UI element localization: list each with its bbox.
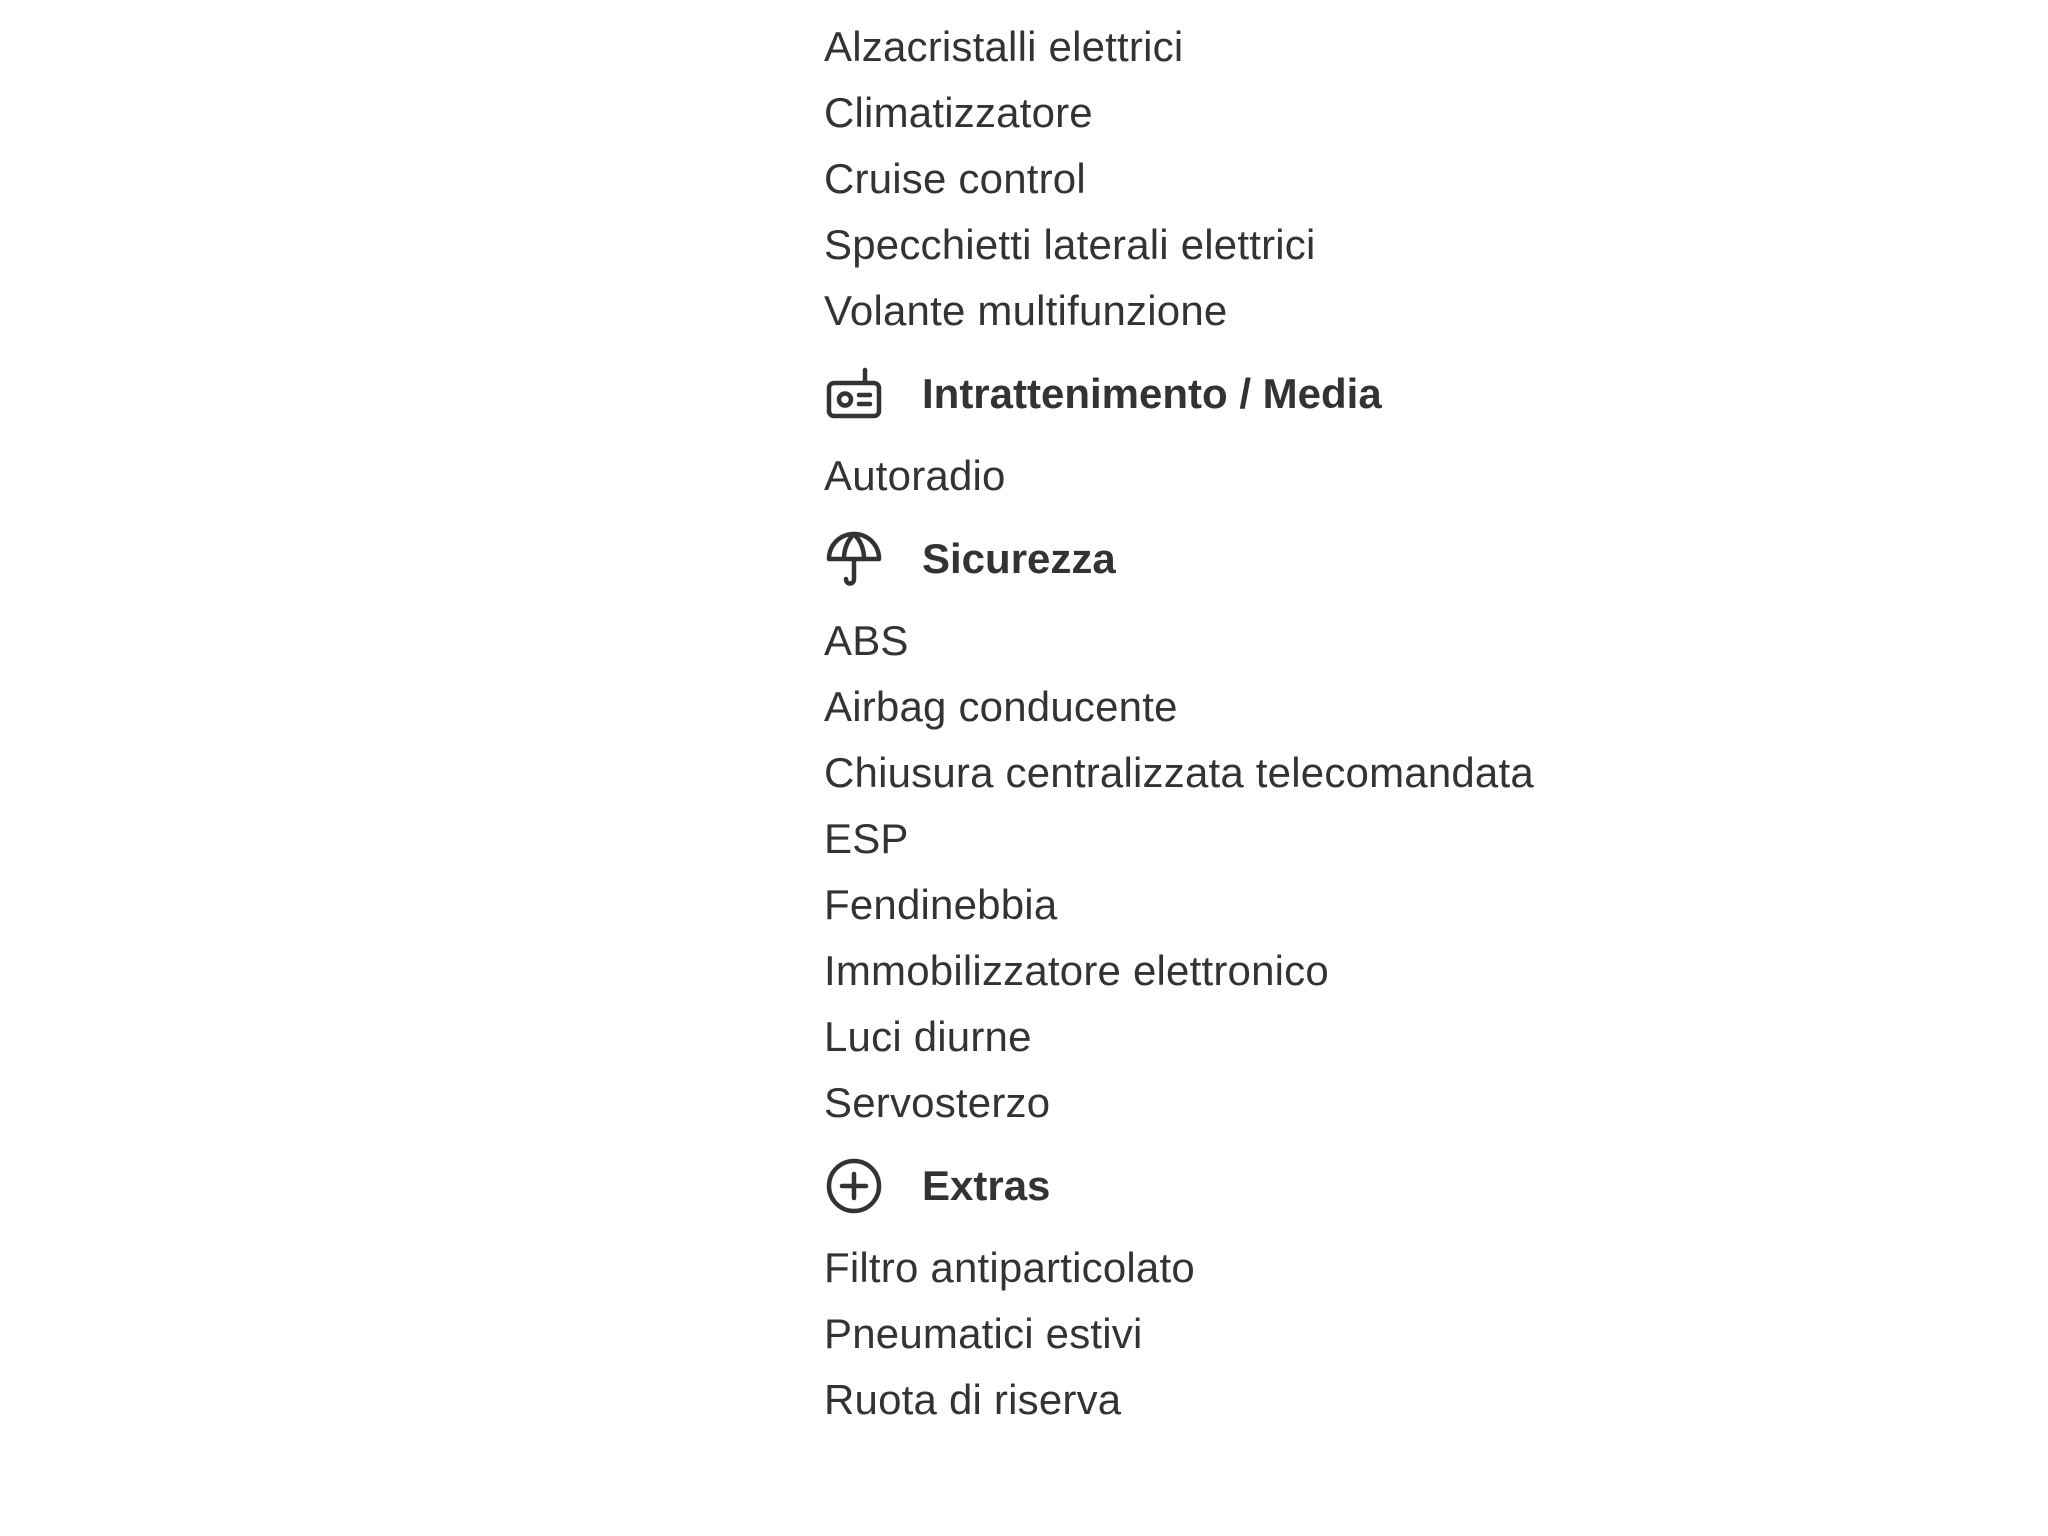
section-header-safety bbox=[824, 509, 2024, 608]
equipment-list bbox=[824, 0, 2024, 1433]
feature-item: Pneumatici estivi bbox=[824, 1310, 1143, 1357]
section-header-media bbox=[824, 344, 2024, 443]
feature-item: Volante multifunzione bbox=[824, 287, 1228, 334]
section-title: Intrattenimento / Media bbox=[922, 369, 1382, 417]
feature-item: Cruise control bbox=[824, 155, 1086, 202]
feature-item: Chiusura centralizzata telecomandata bbox=[824, 749, 1534, 796]
feature-item: Filtro antiparticolato bbox=[824, 1244, 1195, 1291]
feature-item: Ruota di riserva bbox=[824, 1376, 1122, 1423]
section-header-extras bbox=[824, 1136, 2024, 1235]
section-title: Sicurezza bbox=[922, 534, 1116, 582]
feature-item: Alzacristalli elettrici bbox=[824, 23, 1184, 70]
media-feature-list bbox=[824, 443, 2024, 509]
feature-item: ABS bbox=[824, 617, 909, 664]
feature-item: Fendinebbia bbox=[824, 881, 1058, 928]
safety-feature-list bbox=[824, 608, 2024, 1136]
feature-item: ESP bbox=[824, 815, 909, 862]
feature-item: Immobilizzatore elettronico bbox=[824, 947, 1329, 994]
comfort-feature-list bbox=[824, 14, 2024, 344]
feature-item: Luci diurne bbox=[824, 1013, 1032, 1060]
extras-feature-list bbox=[824, 1235, 2024, 1433]
plus-circle-icon bbox=[824, 1156, 884, 1216]
feature-item: Autoradio bbox=[824, 452, 1006, 499]
umbrella-icon bbox=[824, 529, 884, 589]
feature-item: Servosterzo bbox=[824, 1079, 1051, 1126]
radio-icon bbox=[824, 364, 884, 424]
feature-item: Specchietti laterali elettrici bbox=[824, 221, 1316, 268]
feature-item: Airbag conducente bbox=[824, 683, 1178, 730]
feature-item: Climatizzatore bbox=[824, 89, 1093, 136]
spacer bbox=[824, 0, 2024, 14]
section-title: Extras bbox=[922, 1161, 1051, 1209]
